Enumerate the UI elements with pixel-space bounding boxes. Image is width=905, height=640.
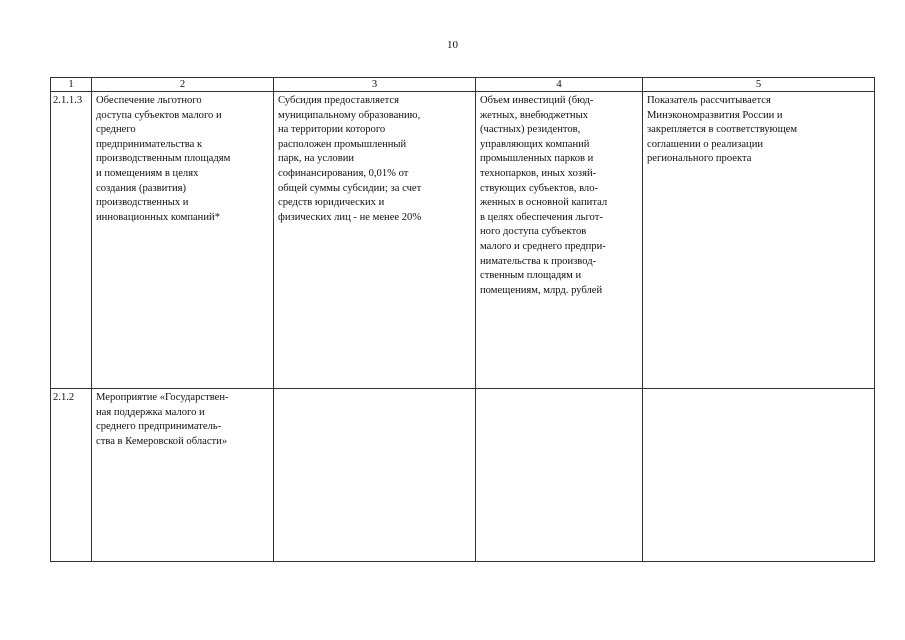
condition-cell bbox=[274, 92, 476, 389]
page-number: 10 bbox=[447, 39, 458, 51]
condition-text: Субсидия предоставляется муниципальному образованию, на территории которого расположен промышленный парк, на условии софинансирования, 0,01% от общей суммы субсидии; за счет средств юридических и физических лиц - не менее 20% bbox=[278, 95, 422, 223]
table-header-row bbox=[51, 78, 875, 92]
note-text: Показатель рассчитывается Минэкономразвития России и закрепляется в соответствующем соглашении о реализации регионального проекта bbox=[647, 95, 798, 165]
measures-table bbox=[50, 77, 875, 562]
table-row bbox=[51, 92, 875, 389]
measure-name-cell bbox=[92, 389, 274, 562]
row-number bbox=[51, 389, 92, 562]
row-number-text: 2.1.1.3 bbox=[53, 95, 83, 106]
measure-name-cell bbox=[92, 92, 274, 389]
measure-name-text: Обеспечение льготного доступа субъектов малого и среднего предпринимательства к производственным площадям и помещениям в целях создания (развития) производственных и инновационных компаний* bbox=[96, 95, 231, 223]
column-header-2: 2 bbox=[92, 78, 274, 92]
table-row bbox=[51, 389, 875, 562]
row-number bbox=[51, 92, 92, 389]
column-header-4: 4 bbox=[476, 78, 643, 92]
measure-name-text: Мероприятие «Государствен- ная поддержка малого и среднего предприниматель- ства в Кемеровской области» bbox=[96, 392, 229, 447]
indicator-cell bbox=[476, 389, 643, 562]
column-header-3: 3 bbox=[274, 78, 476, 92]
indicator-cell bbox=[476, 92, 643, 389]
note-cell bbox=[643, 389, 875, 562]
note-cell bbox=[643, 92, 875, 389]
indicator-text: Объем инвестиций (бюд- жетных, внебюджетных (частных) резидентов, управляющих компаний промышленных парков и технопарков, иных хозяй- ствующих субъектов, вло- женных в основной капитал в целях обеспечения льгот- ного доступа субъектов малого и среднего предпри- нимательства к производ- ственным площадям и помещениям, млрд. рублей bbox=[480, 95, 608, 296]
column-header-1: 1 bbox=[51, 78, 92, 92]
condition-cell bbox=[274, 389, 476, 562]
column-header-5: 5 bbox=[643, 78, 875, 92]
row-number-text: 2.1.2 bbox=[53, 392, 75, 403]
